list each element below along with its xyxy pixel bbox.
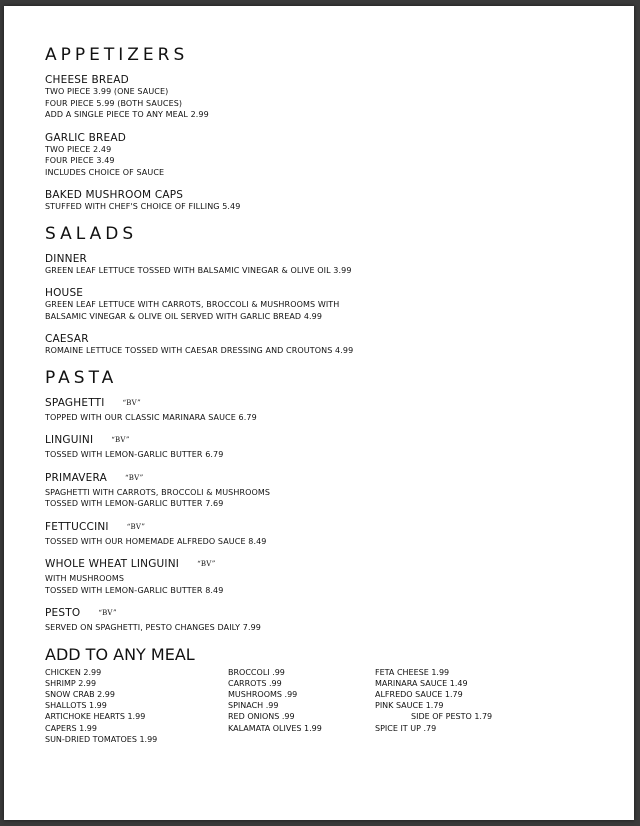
appetizers-heading: APPETIZERS [45, 45, 189, 65]
add-on-item: FETA CHEESE 1.99 [375, 667, 450, 677]
item-tag: “BV” [111, 436, 130, 444]
add-on-item: CAPERS 1.99 [45, 723, 97, 733]
item-detail: TOSSED WITH OUR HOMEMADE ALFREDO SAUCE 8.49 [45, 536, 267, 546]
item-detail: GREEN LEAF LETTUCE WITH CARROTS, BROCCOLI & MUSHROOMS WITH [45, 300, 340, 309]
item-detail: BALSAMIC VINEGAR & OLIVE OIL SERVED WITH GARLIC BREAD 4.99 [45, 311, 323, 321]
add-on-item: KALAMATA OLIVES 1.99 [228, 723, 322, 733]
item-name-row [45, 397, 625, 409]
item-detail: STUFFED WITH CHEF'S CHOICE OF FILLING 5.49 [45, 202, 241, 211]
menu-item [45, 558, 625, 596]
add-on-item: SIDE OF PESTO 1.79 [411, 712, 493, 722]
pasta-section [45, 368, 625, 634]
item-tag: “BV” [124, 473, 144, 482]
add-on-item: PINK SAUCE 1.79 [375, 701, 444, 711]
item-tag: “BV” [126, 522, 146, 531]
add-on-item: SPINACH .99 [228, 701, 279, 711]
menu-item [45, 189, 625, 213]
add-on-item: CHICKEN 2.99 [45, 667, 102, 677]
add-ons-column [45, 667, 228, 745]
item-name: PRIMAVERA [45, 471, 107, 484]
add-ons-column [228, 667, 375, 745]
item-detail: TOSSED WITH LEMON-GARLIC BUTTER 6.79 [45, 450, 224, 459]
add-on-item: SNOW CRAB 2.99 [45, 689, 115, 699]
item-name-row [45, 558, 625, 570]
item-name: DINNER [45, 252, 88, 265]
add-on-item: SUN-DRIED TOMATOES 1.99 [45, 734, 158, 744]
item-name: FETTUCCINI [45, 520, 109, 533]
menu-item [45, 472, 625, 510]
add-on-item: CARROTS .99 [228, 678, 282, 688]
item-detail: SERVED ON SPAGHETTI, PESTO CHANGES DAILY 7.99 [45, 623, 261, 632]
item-name-row [45, 472, 625, 484]
item-detail: SPAGHETTI WITH CARROTS, BROCCOLI & MUSHROOMS [45, 487, 271, 497]
item-detail: INCLUDES CHOICE OF SAUCE [45, 167, 165, 177]
menu-content [45, 45, 625, 745]
item-name: LINGUINI [45, 434, 94, 446]
item-tag: “BV” [122, 398, 141, 407]
add-ons-column [375, 667, 575, 745]
add-on-item: SPICE IT UP .79 [375, 723, 437, 733]
pasta-heading: PASTA [45, 367, 118, 388]
item-name-row [45, 434, 625, 446]
add-on-item: ARTICHOKE HEARTS 1.99 [45, 712, 146, 722]
item-detail: TOSSED WITH LEMON-GARLIC BUTTER 7.69 [45, 499, 224, 508]
item-detail: FOUR PIECE 3.49 [45, 156, 115, 165]
salads-section [45, 224, 625, 357]
item-detail: TWO PIECE 3.99 (ONE SAUCE) [45, 87, 169, 96]
menu-item [45, 253, 625, 277]
menu-item [45, 397, 625, 424]
add-on-item: ALFREDO SAUCE 1.79 [375, 689, 463, 699]
menu-item [45, 521, 625, 548]
add-on-item: SHRIMP 2.99 [45, 678, 97, 688]
item-detail: FOUR PIECE 5.99 (BOTH SAUCES) [45, 98, 183, 108]
item-tag: “BV” [197, 560, 216, 568]
add-on-item: RED ONIONS .99 [228, 712, 295, 722]
item-name: SPAGHETTI [45, 396, 105, 409]
item-name: CHEESE BREAD [45, 74, 129, 86]
add-to-meal-heading: ADD TO ANY MEAL [45, 644, 195, 664]
menu-item [45, 434, 625, 461]
appetizers-section [45, 45, 625, 213]
item-name-row [45, 607, 625, 619]
add-on-item: BROCCOLI .99 [228, 667, 285, 677]
menu-page [4, 6, 634, 820]
menu-item [45, 607, 625, 634]
add-on-item: MARINARA SAUCE 1.49 [375, 678, 468, 688]
item-name: PESTO [45, 607, 81, 619]
add-on-item: MUSHROOMS .99 [228, 689, 298, 699]
menu-item [45, 132, 625, 179]
item-tag: “BV” [98, 609, 117, 617]
add-to-meal-section [45, 645, 625, 745]
item-name: CAESAR [45, 333, 89, 345]
menu-item [45, 74, 625, 121]
item-name: WHOLE WHEAT LINGUINI [45, 558, 180, 570]
item-name: HOUSE [45, 287, 84, 299]
item-name: BAKED MUSHROOM CAPS [45, 189, 184, 201]
salads-heading: SALADS [45, 223, 138, 244]
item-detail: ADD A SINGLE PIECE TO ANY MEAL 2.99 [45, 110, 209, 119]
item-detail: WITH MUSHROOMS [45, 574, 125, 583]
item-detail: ROMAINE LETTUCE TOSSED WITH CAESAR DRESSING AND CROUTONS 4.99 [45, 346, 354, 355]
menu-item [45, 287, 625, 322]
item-detail: TOSSED WITH LEMON-GARLIC BUTTER 8.49 [45, 585, 224, 595]
add-ons-list [45, 667, 625, 745]
item-detail: GREEN LEAF LETTUCE TOSSED WITH BALSAMIC VINEGAR & OLIVE OIL 3.99 [45, 265, 352, 275]
item-detail: TWO PIECE 2.49 [45, 144, 112, 154]
item-name: GARLIC BREAD [45, 131, 127, 144]
menu-item [45, 333, 625, 357]
add-on-item: SHALLOTS 1.99 [45, 701, 107, 711]
item-name-row [45, 521, 625, 533]
item-detail: TOPPED WITH OUR CLASSIC MARINARA SAUCE 6.79 [45, 412, 257, 422]
